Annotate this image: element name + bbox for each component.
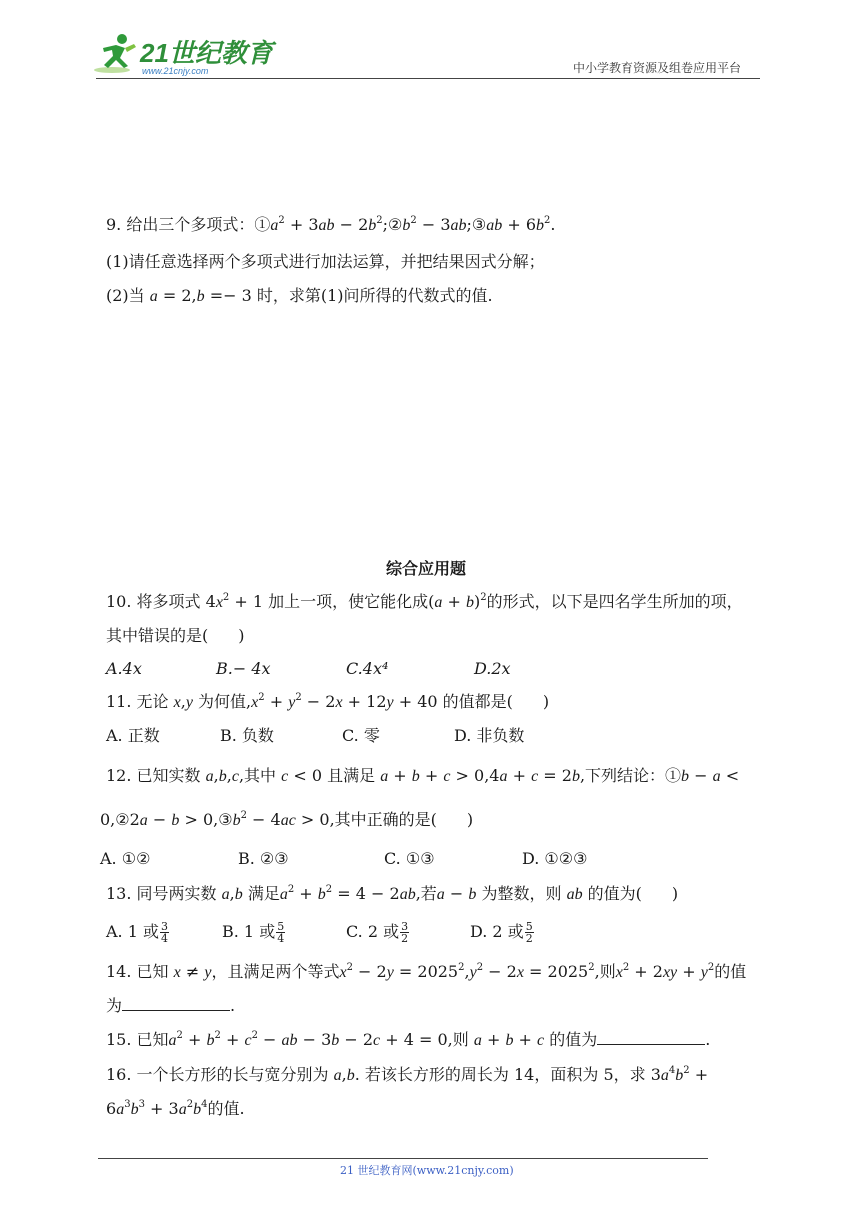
question-10-option-c: C.4x⁴: [346, 659, 389, 678]
question-10-option-a: A.4x: [106, 659, 142, 678]
header-rule: [96, 78, 760, 79]
question-10-line-2: 其中错误的是( ): [106, 626, 245, 645]
question-10-line-1: 10. 将多项式 $4x^2 + 1$ 加上一项，使它能化成$(a + b)^2$的形式，以下是四名学生所加的项，: [106, 592, 743, 611]
footer-link[interactable]: 21 世纪教育网(www.21cnjy.com): [340, 1164, 514, 1177]
section-title: 综合应用题: [386, 559, 467, 578]
question-12-line-1: 12. 已知实数 a,b,c,其中 c < 0 且满足 a + b + c > 0,4a + c = 2b,下列结论：①b − a <: [106, 766, 740, 785]
question-9-part-1: (1)请任意选择两个多项式进行加法运算，并把结果因式分解；: [106, 252, 545, 271]
question-15-stem: 15. 已知$a^2 + b^2 + c^2$ − ab − 3b − 2c + 4 = 0,则 a + b + c 的值为 .: [106, 1030, 711, 1049]
question-13-option-c: C. 2 或 $\frac{3}{2}$: [346, 920, 409, 945]
question-11-stem: 11. 无论 x,y 为何值$,x^2 + y^2 - 2x + 12y + 40$ 的值都是( ): [106, 692, 550, 711]
question-14-line-1: 14. 已知 x ≠ y，且满足两个等式$x^2 - 2y = 2025^2,y^2 - 2x = 2025^2$,则$x^2 + 2xy + y^2$的值: [106, 962, 747, 981]
question-13-option-d: D. 2 或 $\frac{5}{2}$: [470, 920, 533, 945]
question-12-line-2: 0,②2a − $b > 0,③b^2 - 4ac > 0$,其中正确的是( ): [100, 810, 474, 829]
question-16-line-1: 16. 一个长方形的长与宽分别为 a,b. 若该长方形的周长为 14，面积为 5，求 $3a^4b^2$ +: [106, 1065, 709, 1084]
question-12-option-b: B. ②③: [238, 849, 289, 868]
answer-blank[interactable]: [122, 996, 230, 1011]
question-12-option-c: C. ①③: [384, 849, 435, 868]
logo-text: 21世纪教育: [140, 38, 273, 68]
question-10-option-d: D.2x: [474, 659, 511, 678]
question-13-option-b: B. 1 或 $\frac{5}{4}$: [222, 920, 285, 945]
question-13-stem: 13. 同号两实数 a,b 满足$a^2 + b^2 = 4 - 2ab$,若a − b 为整数，则 ab 的值为( ): [106, 884, 679, 903]
question-11-option-c: C. 零: [342, 726, 380, 745]
site-logo: [92, 30, 273, 78]
runner-icon: [94, 34, 136, 73]
question-12-option-a: A. ①②: [100, 849, 151, 868]
question-13-option-a: A. 1 或 $\frac{3}{4}$: [106, 920, 168, 945]
question-9-part-2: (2)当 a = 2,b =− 3 时，求第(1)问所得的代数式的值.: [106, 286, 493, 305]
question-11-option-d: D. 非负数: [454, 726, 525, 745]
question-11-option-b: B. 负数: [220, 726, 274, 745]
question-9-stem: 9. 给出三个多项式：$①a^2 + 3ab$ − $2b^2;②b^2$ − 3ab;③ab + $6b^2$.: [106, 215, 556, 234]
question-12-option-d: D. ①②③: [522, 849, 588, 868]
question-16-line-2: $6a^3b^3 + 3a^2b^4$的值.: [106, 1099, 245, 1118]
header-tagline: 中小学教育资源及组卷应用平台: [573, 61, 742, 75]
answer-blank[interactable]: [597, 1030, 705, 1045]
footer-rule: [98, 1158, 708, 1159]
question-10-option-b: B.− 4x: [216, 659, 271, 678]
logo-url: www.21cnjy.com: [142, 66, 209, 76]
question-14-line-2: 为 .: [106, 996, 236, 1015]
question-11-option-a: A. 正数: [106, 726, 160, 745]
